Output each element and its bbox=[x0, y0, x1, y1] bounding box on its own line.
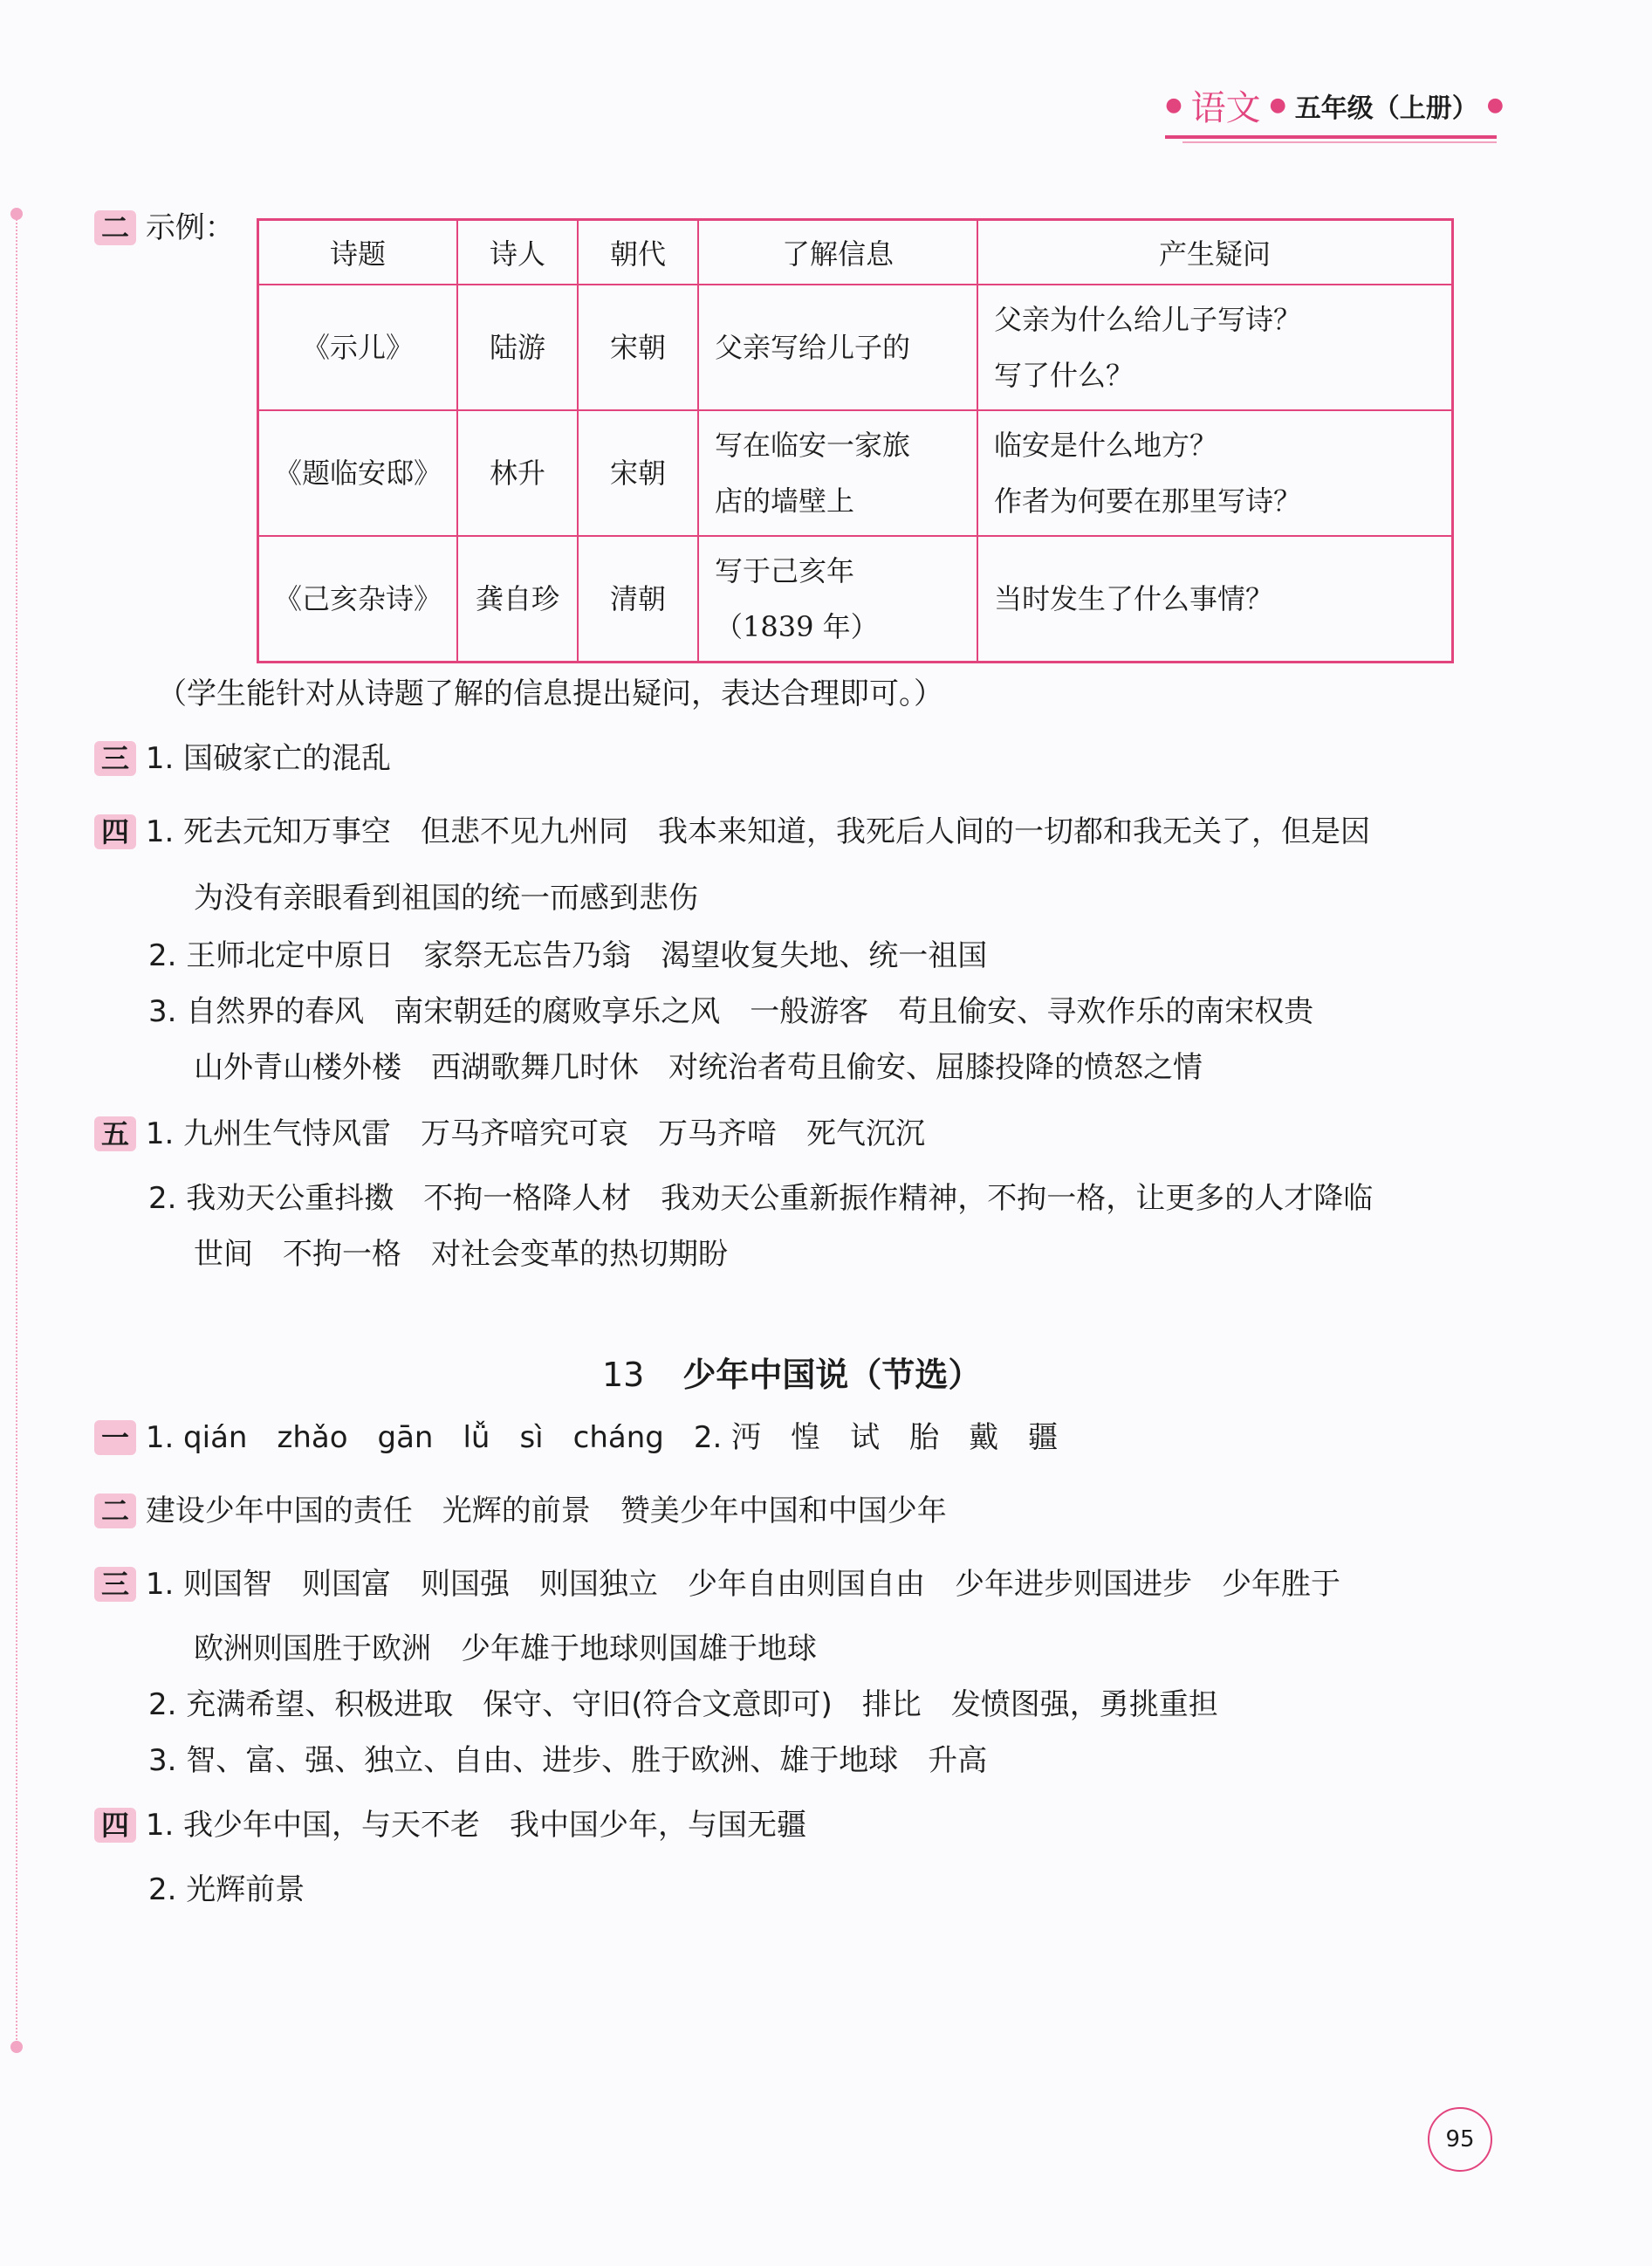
header-rule bbox=[1165, 135, 1497, 139]
section-badge: 三 bbox=[94, 741, 136, 776]
header-rule-thin bbox=[1182, 141, 1497, 143]
section-3 bbox=[94, 738, 391, 779]
table-header: 产生疑问 bbox=[977, 220, 1453, 285]
table-header: 诗人 bbox=[457, 220, 578, 285]
answer-line: 2. 充满希望、积极进取 保守、守旧(符合文意即可) 排比 发愤图强，勇挑重担 bbox=[148, 1687, 1218, 1722]
question-line: 父亲为什么给儿子写诗？ bbox=[994, 303, 1302, 336]
table-row bbox=[258, 285, 1453, 410]
poem-info bbox=[698, 410, 977, 536]
margin-dot-icon bbox=[10, 208, 23, 220]
info-line: （1839 年） bbox=[715, 610, 879, 643]
header-grade: 五年级（上册） bbox=[1294, 93, 1478, 124]
table-header-row bbox=[258, 220, 1453, 285]
table-row bbox=[258, 536, 1453, 663]
margin-dotted-line bbox=[16, 209, 17, 2043]
question-line: 当时发生了什么事情？ bbox=[994, 582, 1274, 615]
section-badge: 五 bbox=[94, 1116, 136, 1151]
answer-line: 1. 死去元知万事空 但悲不见九州同 我本来知道，我死后人间的一切都和我无关了，但是因 bbox=[145, 814, 1371, 849]
answer-line: 1. 九州生气恃风雷 万马齐喑究可哀 万马齐喑 死气沉沉 bbox=[145, 1116, 926, 1151]
question-line: 临安是什么地方？ bbox=[994, 429, 1218, 462]
answer-line: 3. 自然界的春风 南宋朝廷的腐败享乐之风 一般游客 苟且偷安、寻欢作乐的南宋权贵 bbox=[148, 994, 1314, 1029]
section-badge: 三 bbox=[94, 1567, 136, 1602]
table-header: 朝代 bbox=[578, 220, 698, 285]
section-2-heading bbox=[94, 208, 235, 248]
poem-dynasty: 宋朝 bbox=[578, 410, 698, 536]
answer-line: 1. 则国智 则国富 则国强 则国独立 少年自由则国自由 少年进步则国进步 少年胜于 bbox=[145, 1567, 1341, 1602]
poem-title: 《示儿》 bbox=[258, 285, 458, 410]
poem-dynasty: 宋朝 bbox=[578, 285, 698, 410]
header-dot-icon: ● bbox=[1165, 94, 1182, 116]
poem-title: 《己亥杂诗》 bbox=[258, 536, 458, 663]
section-badge: 二 bbox=[94, 210, 136, 245]
table-header: 诗题 bbox=[258, 220, 458, 285]
answer-line: 3. 智、富、强、独立、自由、进步、胜于欧洲、雄于地球 升高 bbox=[148, 1743, 988, 1778]
question-line: 写了什么？ bbox=[994, 359, 1134, 392]
poem-poet: 陆游 bbox=[457, 285, 578, 410]
answer-line: 2. 我劝天公重抖擞 不拘一格降人材 我劝天公重新振作精神，不拘一格，让更多的人才降临 bbox=[148, 1181, 1374, 1216]
info-line: 店的墙壁上 bbox=[715, 484, 855, 518]
section-badge: 四 bbox=[94, 1808, 136, 1843]
poem-question bbox=[977, 285, 1453, 410]
section-badge: 二 bbox=[94, 1494, 136, 1528]
info-line: 写在临安一家旅 bbox=[715, 429, 911, 462]
poem-question bbox=[977, 410, 1453, 536]
lesson-section-4 bbox=[94, 1805, 806, 1845]
section-badge: 一 bbox=[94, 1420, 136, 1455]
header-dot-icon: ● bbox=[1269, 94, 1286, 116]
answer-line: 2. 光辉前景 bbox=[148, 1872, 305, 1907]
poem-table bbox=[257, 218, 1454, 663]
answer-line: 世间 不拘一格 对社会变革的热切期盼 bbox=[194, 1237, 728, 1272]
info-line: 父亲写给儿子的 bbox=[715, 331, 911, 364]
lesson-section-2 bbox=[94, 1491, 947, 1531]
header-subject: 语文 bbox=[1190, 88, 1261, 128]
poem-poet: 龚自珍 bbox=[457, 536, 578, 663]
page-header bbox=[1165, 80, 1504, 143]
table-row bbox=[258, 410, 1453, 536]
answer-line: 为没有亲眼看到祖国的统一而感到悲伤 bbox=[194, 881, 698, 916]
table-header: 了解信息 bbox=[698, 220, 977, 285]
lesson-section-1 bbox=[94, 1418, 1058, 1458]
answer-line: 1. qián zhǎo gān lǚ sì cháng 2. 沔 惶 试 胎 戴 疆 bbox=[145, 1420, 1059, 1455]
poem-dynasty: 清朝 bbox=[578, 536, 698, 663]
poem-info bbox=[698, 536, 977, 663]
section-2-label: 示例： bbox=[145, 210, 235, 245]
section-badge: 四 bbox=[94, 814, 136, 849]
poem-poet: 林升 bbox=[457, 410, 578, 536]
info-line: 写于己亥年 bbox=[715, 554, 855, 587]
section-4 bbox=[94, 812, 1370, 852]
margin-dot-icon bbox=[10, 2041, 23, 2053]
answer-line: 建设少年中国的责任 光辉的前景 赞美少年中国和中国少年 bbox=[145, 1494, 947, 1528]
poem-info bbox=[698, 285, 977, 410]
answer-line: 1. 我少年中国，与天不老 我中国少年，与国无疆 bbox=[145, 1808, 807, 1843]
lesson-number: 13 bbox=[602, 1356, 645, 1394]
lesson-title bbox=[602, 1348, 981, 1396]
lesson-name: 少年中国说（节选） bbox=[682, 1356, 982, 1394]
poem-title: 《题临安邸》 bbox=[258, 410, 458, 536]
answer-line: 山外青山楼外楼 西湖歌舞几时休 对统治者苟且偷安、屈膝投降的愤怒之情 bbox=[194, 1050, 1203, 1085]
table-note: （学生能针对从诗题了解的信息提出疑问，表达合理即可。） bbox=[157, 676, 943, 711]
poem-question bbox=[977, 536, 1453, 663]
question-line: 作者为何要在那里写诗？ bbox=[994, 484, 1302, 518]
answer-line: 2. 王师北定中原日 家祭无忘告乃翁 渴望收复失地、统一祖国 bbox=[148, 938, 988, 973]
section-5 bbox=[94, 1114, 925, 1154]
answer-line: 欧洲则国胜于欧洲 少年雄于地球则国雄于地球 bbox=[194, 1631, 817, 1666]
header-dot-icon: ● bbox=[1486, 94, 1504, 116]
page-number: 95 bbox=[1428, 2107, 1492, 2172]
lesson-section-3 bbox=[94, 1564, 1340, 1604]
answer-line: 1. 国破家亡的混乱 bbox=[145, 741, 392, 776]
